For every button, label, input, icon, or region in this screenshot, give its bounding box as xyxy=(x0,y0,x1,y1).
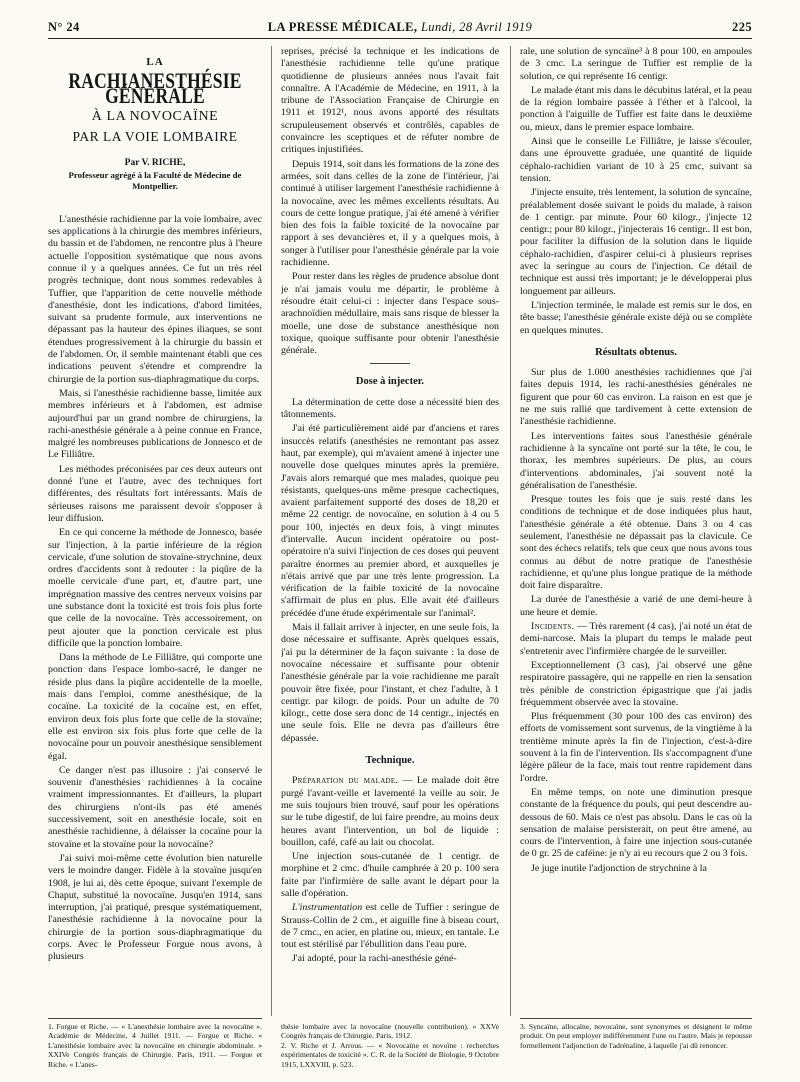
footnote-rule xyxy=(520,1018,752,1019)
footnote-2 xyxy=(281,1022,499,1069)
paragraph: Dans la méthode de Le Filliâtre, qui comporte une ponction dans l'espace lombo-sacré, le danger ne réside plus dans la piqûre accidentelle de la moelle, mais dans l'emploi, comme anesthésique, de la cocaïne. La toxicité de la cocaïne est, en effet, environ deux fois plus forte que celle de la stovaïne; elle est environ six fois plus forte que celle de la novocaïne pour un pouvoir anesthésique sensiblement égal. xyxy=(48,652,262,762)
footnote-text: 1. Forgue et Riche. — « L'anesthésie lombaire avec la novocaïne ». Académie de Médecine, 4 Juillet 1911. — Forgue et Riche. « L'anesthésie lombaire avec la novocaïne en chirurgie abdominale. » XXIVe Congrès français de Chirurgie. Paris, 1911. — Forgue et Riche. « L'anes- xyxy=(48,1022,262,1069)
paragraph-text: — Très rarement (4 cas), j'ai noté un état de demi-narcose. Mais la plupart du temps le malade peut s'entretenir avec l'infirmière chargée de le surveiller. xyxy=(520,621,752,657)
paragraph: Les méthodes préconisées par ces deux auteurs ont donné l'une et l'autre, avec des techniques fort différentes, des résultats fort intéressants. Mais de sérieuses raisons me paraissent devoir s'opposer à leur diffusion. xyxy=(48,463,262,524)
paragraph: Mais il fallait arriver à injecter, en une seule fois, la dose nécessaire et suffisante. Après quelques essais, j'ai pu la déterminer de la façon suivante : la dose de novocaïne nécessaire et suffisante pour obtenir l'anesthésie générale par la voie rachidienne me paraît pouvoir être fixée, pour l'instant, et chez l'adulte, à 1 centigr. par kilogr. de poids. Pour un adulte de 70 kilogr., cette dose sera donc de 14 centigr., injectés en une seule fois. Elle ne devra pas d'ailleurs être dépassée. xyxy=(281,622,499,744)
paragraph: Je juge inutile l'adjonction de strychnine à la xyxy=(531,862,707,874)
footnote-text: 2. V. Riche et J. Arrous. — « Novocaïne et novoïne : recherches expérimentales de toxicité ». C. R. de la Société de Biologie, 9 Octobre 1915, LXXVIII, p. 523. xyxy=(281,1040,499,1069)
paragraph-text: — Le malade doit être purgé l'avant-veille et lavementé la veille au soir. Je me suis toujours bien trouvé, sauf pour les opérations sur le tube digestif, de lui faire prendre, au moins deux heures avant l'intervention, un bol de liquide : bouillon, café, café au lait ou chocolat. xyxy=(281,775,499,848)
run-in-heading: Préparation du malade. xyxy=(292,775,399,787)
paragraph: J'ai adopté, pour la rachi-anesthésie géné- xyxy=(292,953,457,965)
paragraph xyxy=(281,902,499,951)
column-2 xyxy=(281,46,499,1014)
paragraph: J'ai suivi moi-même cette évolution bien naturelle vers le moindre danger. Fidèle à la stovaïne jusqu'en 1908, je lui ai, dès cette époque, suivant l'exemple de Chaput, substitué la novocaïne. Jusqu'en 1914, sans interruption, j'ai pratiqué, presque systématiquement, l'anesthésie rachidienne à la novocaïne pour la chirurgie de la portion sous-diaphragmatique du corps. Avec le Professeur Forgue nous avons, à plusieurs xyxy=(48,852,262,963)
paragraph: reprises, précisé la technique et les indications de l'anesthésie rachidienne telle qu'une pratique quotidienne de plusieurs années nous l'avait fait connaître. A l'Académie de Médecine, en 1911, à la tribune de l'Association Française de Chirurgie en 1911 et 1912¹, nous avons apporté des résultats scrupuleusement observés et contrôlés, capables de convaincre les sceptiques et de réfuter nombre de critiques injustifiées. xyxy=(281,46,499,156)
paragraph: Ainsi que le conseille Le Filliâtre, je laisse s'écouler, dans une éprouvette graduée, une quantité de liquide céphalo-rachidien variant de 10 à 25 cmc, suivant sa tension. xyxy=(520,136,752,184)
article-subtitle-2: PAR LA VOIE LOMBAIRE xyxy=(72,129,238,145)
paragraph: J'injecte ensuite, très lentement, la solution de syncaïne, préalablement dosée suivant le poids du malade, à raison de 1 centigr. par minute. Pour 60 kilogr., j'injecte 12 centigr.; pour 80 kilogr., j'injecterais 16 centigr.. Il est bon, pour faciliter la diffusion de la solution dans le liquide céphalo-rachidien, d'aspirer celui-ci à plusieurs reprises avec la seringue au cours de l'injection. Ce détail de technique est aussi très important; je le développerai plus longuement par ailleurs. xyxy=(520,187,752,297)
article-subtitle-1: À LA NOVOCAÏNE xyxy=(91,108,219,124)
title-kicker: LA xyxy=(146,56,164,68)
paragraph: Le malade étant mis dans le décubitus latéral, et la peau de la région lombaire passée à l'éther et à l'alcool, la ponction à l'aiguille de Tuffier est faite dans le deuxième ou, mieux, dans le premier espace lombaire. xyxy=(520,84,752,133)
section-heading: Dose à injecter. xyxy=(355,376,425,388)
footnote-3 xyxy=(520,1022,752,1050)
paragraph: L'anesthésie rachidienne par la voie lombaire, avec ses applications à la chirurgie des membres inférieurs, du bassin et de l'abdomen, ne rencontre plus à l'heure actuelle l'opposition systématique que nous avons connue il y a quelques années. Ce fut un très réel progrès technique, dont nous sommes redevables à Tuffier, que l'apparition de cette nouvelle méthode d'anesthésie, dont les indications, d'abord limitées, suivant sa prudente formule, aux interventions ne dépassant pas la hauteur des épines iliaques, se sont étendues progressivement à la chirurgie du bassin et de l'abdomen. Or, il semble maintenant établi que ces indications peuvent s'étendre et comprendre la chirurgie de la portion sus-diaphragmatique du corps. xyxy=(48,213,262,385)
paragraph: Mais, si l'anesthésie rachidienne basse, limitée aux membres inférieurs et à l'abdomen, est admise aujourd'hui par un grand nombre de chirurgiens, la rachi-anesthésie générale a à peine connue en France, malgré les nombreuses publications de Jonnesco et de Le Filliâtre. xyxy=(48,387,262,461)
column-3 xyxy=(520,46,752,1014)
paragraph: En ce qui concerne la méthode de Jonnesco, basée sur l'injection, à la partie inférieure de la région cervicale, d'une solution de stovaïne-strychnine, deux ordres d'accidents sont à redouter : la piqûre de la moelle cervicale d'une part, et, d'autre part, une imprégnation massive des centres nerveux voisins par une substance dont la toxicité est trois fois plus forte que celle de la novocaïne. Très accessoirement, on peut ajouter que la ponction cervicale est plus difficile que la ponction lombaire. xyxy=(48,527,262,649)
paragraph xyxy=(520,621,752,658)
paragraph: Les interventions faites sous l'anesthésie générale rachidienne à la syncaïne ont porté sur la tête, le cou, le thorax, les membres supérieurs. De plus, au cours d'interventions abdominales, j'ai souvent noté la généralisation de l'anesthésie. xyxy=(520,430,752,491)
paragraph: Depuis 1914, soit dans les formations de la zone des armées, soit dans celles de la zone de l'intérieur, j'ai continué à utiliser largement l'anesthésie rachidienne à la novocaïne, avec les mêmes excellents résultats. Au cours de cette longue pratique, j'ai été amené à vérifier bien des fois la faible toxicité de la novocaïne par rapport à ses devancières et, il y a quelques mois, à songer à l'utiliser pour l'anesthésie générale par la voie rachidienne. xyxy=(281,158,499,269)
author-byline: Par V. RICHE, xyxy=(124,158,186,169)
column-1 xyxy=(48,46,262,1014)
run-in-heading: Incidents. xyxy=(531,621,575,633)
footnote-text: 3. Syncaïne, allocaïne, novocaïne, sont synonymes et désignent le même produit. On peut employer indifféremment l'une ou l'autre. Mais je repousse formellement l'adjonction de l'adrénaline, à laquelle j'ai dû renoncer. xyxy=(520,1022,752,1050)
paragraph-text: est celle de Tuffier : seringue de Strauss-Collin de 2 cm., et aiguille fine à biseau court, de 7 cmc., en acier, en platine ou, mieux, en tantale. Le tout est stérilisé par l'ébullition dans l'eau pure. xyxy=(281,902,499,951)
paragraph: Presque toutes les fois que je suis resté dans les conditions de technique et de dose indiquées plus haut, l'anesthésie générale a été obtenue. Dans 3 ou 4 cas seulement, l'anesthésie ne dépassait pas la clavicule. Ce sont des échecs relatifs, tels que ceux que nous avons tous connus au début de notre pratique de l'anesthésie rachidienne, et qu'une plus longue pratique de la méthode doit faire disparaître. xyxy=(520,494,752,592)
issue-number: N° 24 xyxy=(48,20,80,34)
paragraph: Plus fréquemment (30 pour 100 des cas environ) des efforts de vomissement sont survenus, de la vingtième à la trentième minute après la fin de l'injection, c'est-à-dire souvent à la fin de l'intervention. Ils s'accompagnent d'une légère pâleur de la face, mais tout rentre rapidement dans l'ordre. xyxy=(520,711,752,784)
page-number: 225 xyxy=(732,20,752,34)
page-header xyxy=(48,20,752,36)
article-title: RACHIANESTHÉSIE GÉNÉRALE xyxy=(68,68,242,109)
paragraph xyxy=(281,775,499,849)
paragraph: J'ai été particulièrement aidé par d'anciens et rares insuccès relatifs (anesthésies ne remontant pas assez haut, par exemple), qui m'avaient amené à injecter une nouvelle dose quelques minutes après la première. J'avais alors remarqué que mes malades, quoique peu résistants, quelques-uns même presque cachectiques, avaient parfaitement supporté des doses de 18,20 et même 22 centigr. de novocaïne, en solution à 4 ou 5 pour 100, injectés en deux fois, à vingt minutes d'intervalle. Aucun incident opératoire ou post-opératoire n'a suivi l'injection de ces doses qui peuvent paraître énormes au premier abord, et auxquelles je n'étais arrivé que par une très lente progression. La vérification de la faible toxicité de la novocaïne s'affirmait de plus en plus. Elle avait été d'ailleurs précédée d'une étude expérimentale sur l'animal². xyxy=(281,423,499,619)
paragraph: La détermination de cette dose a nécessité bien des tâtonnements. xyxy=(281,396,499,421)
footnote-rule xyxy=(48,1018,262,1019)
section-heading: Résultats obtenus. xyxy=(595,346,677,358)
running-title xyxy=(48,20,752,35)
footnote-text: thésie lombaire avec la novocaïne (nouvelle contribution). » XXVe Congrès français de Chirurgie. Paris, 1912. xyxy=(281,1022,499,1041)
issue-date: Lundi, 28 Avril 1919 xyxy=(420,20,533,34)
paragraph: rale, une solution de syncaïne³ à 8 pour 100, en ampoules de 3 cmc. La seringue de Tuffier est remplie de la solution, ce qui représente 16 centigr. xyxy=(520,46,752,82)
paragraph: Exceptionnellement (3 cas), j'ai observé une gêne respiratoire passagère, qui ne rappelle en rien la sensation très pénible de constriction épigastrique que j'ai jadis fréquemment observée avec la stovaïne. xyxy=(520,659,752,708)
paragraph: Une injection sous-cutanée de 1 centigr. de morphine et 2 cmc. d'huile camphrée à 20 p. 100 sera faite par l'infirmière de salle avant le départ pour la salle d'opération. xyxy=(281,851,499,899)
paragraph: Sur plus de 1.000 anesthésies rachidiennes que j'ai faites depuis 1914, les rachi-anesthésies générales ne figurent que pour 60 cas environ. La raison en est que je ne me suis rallié que tardivement à cette extension de l'anesthésie rachidienne. xyxy=(520,367,752,428)
header-rule xyxy=(48,38,752,39)
paragraph: L'injection terminée, le malade est remis sur le dos, en tête basse; l'anesthésie générale existe déjà ou se complète en quelques minutes. xyxy=(520,299,752,336)
section-rule xyxy=(370,363,410,364)
section-heading: Technique. xyxy=(365,755,415,767)
journal-name: LA PRESSE MÉDICALE, xyxy=(267,20,418,34)
column-divider xyxy=(271,46,272,1016)
paragraph: Pour rester dans les règles de prudence absolue dont je n'ai jamais voulu me départir, le problème à résoudre était celui-ci : injecter dans l'espace sous-arachnoïdien médullaire, mais sans risque de blesser la moelle, une dose de substance anesthésique non toxique, quoique suffisante pour obtenir l'anesthésie générale. xyxy=(281,271,499,357)
footnote-1 xyxy=(48,1022,262,1069)
run-in-heading: L'instrumentation xyxy=(292,902,363,914)
paragraph: Ce danger n'est pas illusoire : j'ai conservé le souvenir d'anesthésies rachidiennes à la cocaïne vraiment impressionnantes. Et d'ailleurs, la plupart des chirurgiens n'ont-ils pas été amenés successivement, soit en anesthésie locale, soit en anesthésie rachidienne, à délaisser la cocaïne pour la stovaïne et la stovaïne pour la novocaïne? xyxy=(48,764,262,850)
paragraph: La durée de l'anesthésie a varié de une demi-heure à une heure et demie. xyxy=(520,594,752,618)
paragraph: En même temps, on note une diminution presque constante de la fréquence du pouls, qui peut descendre au-dessous de 60. Mais ce n'est pas absolu. Dans le cas où la sensation de malaise persisterait, on peut être amené, au cours de l'intervention, à faire une injection sous-cutanée de 0 gr. 25 de caféine: je n'y ai eu recours que 2 ou 3 fois. xyxy=(520,786,752,860)
column-divider xyxy=(510,46,511,1016)
author-affiliation: Professeur agrégé à la Faculté de Médecine de Montpellier. xyxy=(68,169,242,191)
